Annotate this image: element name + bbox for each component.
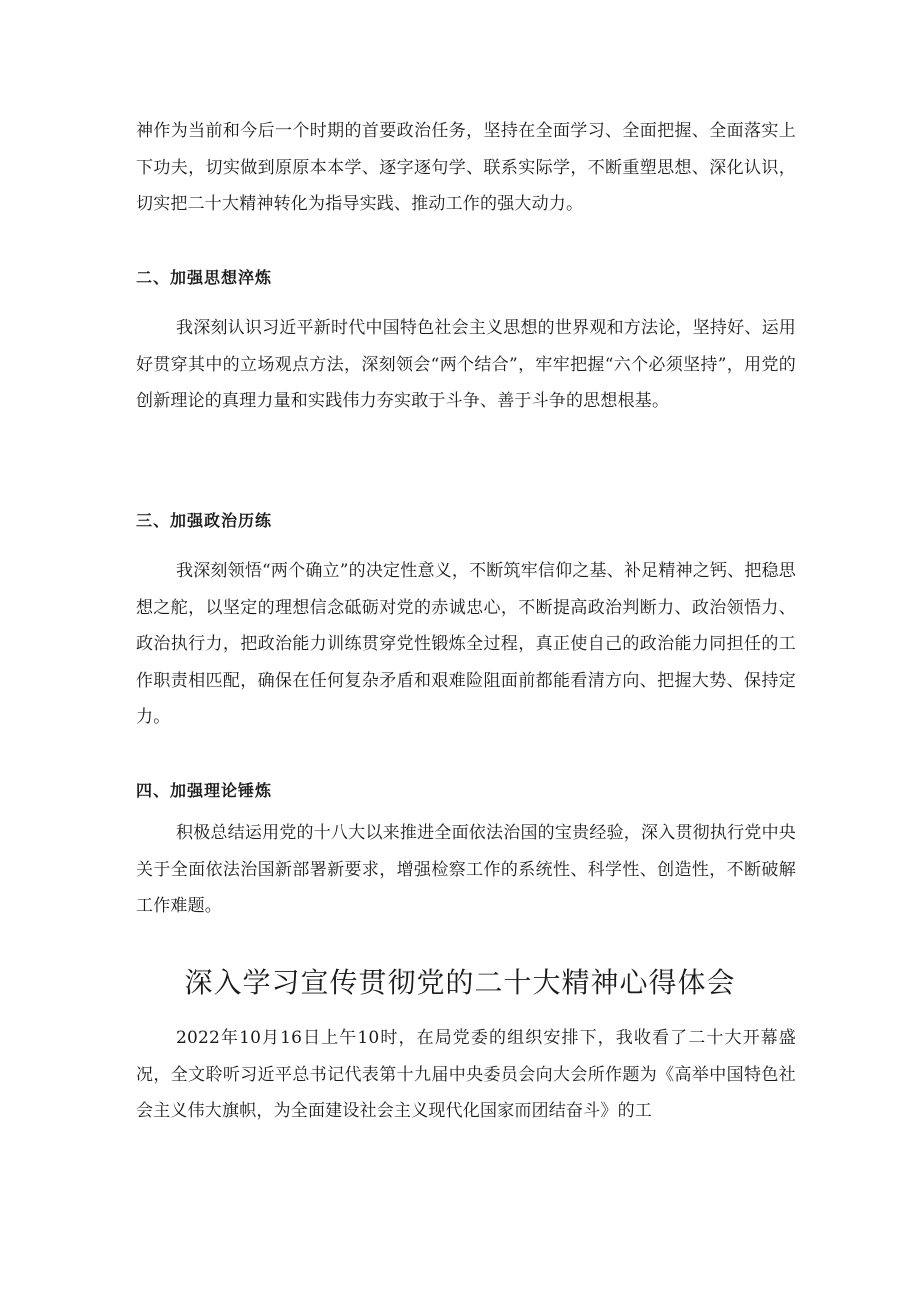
section-four-paragraph: 积极总结运用党的十八大以来推进全面依法治国的宝贵经验，深入贯彻执行党中央关于全面依法治国新部署新要求，增强检察工作的系统性、科学性、创造性，不断破解工作难题。 xyxy=(136,823,796,916)
article-paragraph-block xyxy=(136,1020,796,1130)
section-four-heading-block xyxy=(136,779,796,803)
article-paragraph: 2022年10月16日上午10时，在局党委的组织安排下，我收看了二十大开幕盛况，全文聆听习近平总书记代表第十九届中央委员会向大会所作题为《高举中国特色社会主义伟大旗帜，为全面建设社会主义现代化国家而团结奋斗》的工 xyxy=(136,1028,796,1121)
section-two-heading: 二、加强思想淬炼 xyxy=(136,268,273,287)
section-two-heading-block xyxy=(136,266,796,290)
section-three-paragraph-block xyxy=(136,553,796,736)
intro-paragraph-block xyxy=(136,113,796,223)
section-two-paragraph-block xyxy=(136,310,796,420)
article-title: 深入学习宣传贯彻党的二十大精神心得体会 xyxy=(184,966,736,999)
section-two-paragraph: 我深刻认识习近平新时代中国特色社会主义思想的世界观和方法论，坚持好、运用好贯穿其中的立场观点方法，深刻领会“两个结合”，牢牢把握“六个必须坚持”，用党的创新理论的真理力量和实践伟力夯实敢于斗争、善于斗争的思想根基。 xyxy=(136,318,796,411)
section-three-paragraph: 我深刻领悟“两个确立”的决定性意义，不断筑牢信仰之基、补足精神之钙、把稳思想之舵，以坚定的理想信念砥砺对党的赤诚忠心，不断提高政治判断力、政治领悟力、政治执行力，把政治能力训练贯穿党性锻炼全过程，真正使自己的政治能力同担任的工作职责相匹配，确保在任何复杂矛盾和艰难险阻面前都能看清方向、把握大势、保持定力。 xyxy=(136,561,796,727)
section-three-heading: 三、加强政治历练 xyxy=(136,511,273,530)
intro-paragraph: 神作为当前和今后一个时期的首要政治任务，坚持在全面学习、全面把握、全面落实上下功夫，切实做到原原本本学、逐字逐句学、联系实际学，不断重塑思想、深化认识，切实把二十大精神转化为指导实践、推动工作的强大动力。 xyxy=(136,121,796,214)
section-four-heading: 四、加强理论锤炼 xyxy=(136,781,273,800)
section-three-heading-block xyxy=(136,509,796,533)
section-four-paragraph-block xyxy=(136,815,796,925)
